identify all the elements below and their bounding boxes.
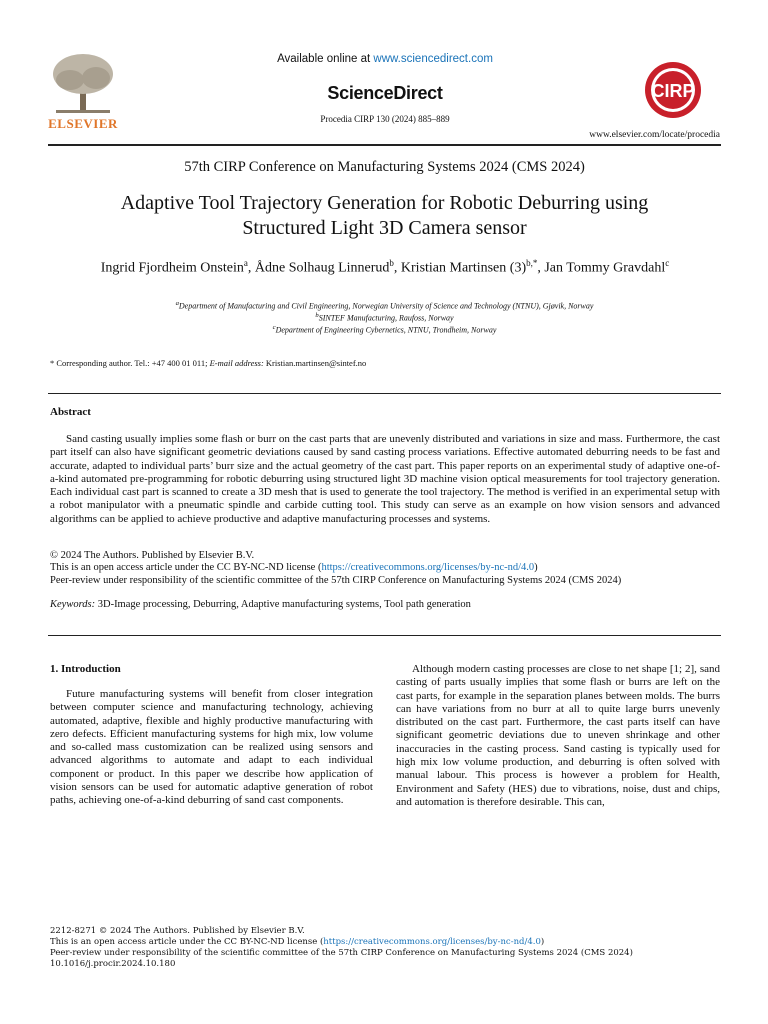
elsevier-wordmark: ELSEVIER — [48, 116, 118, 131]
journal-url[interactable]: www.elsevier.com/locate/procedia — [589, 130, 720, 140]
title-line-1: Adaptive Tool Trajectory Generation for Robotic Deburring using — [120, 192, 649, 214]
cirp-logo — [628, 60, 718, 120]
header-divider — [48, 144, 721, 146]
footer-doi[interactable]: 10.1016/j.procir.2024.10.180 — [50, 959, 176, 969]
footer-issn: 2212-8271 © 2024 The Authors. Published by Elsevier B.V. — [50, 926, 305, 936]
abstract-heading: Abstract — [50, 406, 91, 418]
author-2: , Ådne Solhaug Linnerud — [247, 260, 390, 276]
journal-citation: Procedia CIRP 130 (2024) 885–889 — [320, 114, 450, 124]
peer-review-line: Peer-review under responsibility of the scientific committee of the 57th CIRP Conference on Manufacturing Systems 2024 (CMS 2024) — [50, 575, 622, 586]
abstract-text: Sand casting usually implies some flash or burr on the cast parts that are unevenly distributed and variations in size and mass. Furthermore, the cast part itself can also have significant geometric deviations caused by sand casting process variations. Effective automated deburring needs to be fast and accurate, adapted to individual parts’ burr size and the actual geometry of the cast part. This paper reports on an experimental study of adaptive one-of-a-kind automated pre-programming for robotic deburring using structured light 3D machine vision optical measurements for tool trajectory generation. Each individual cast part is scanned to create a 3D mesh that is used to generate the tool trajectory. The method is verified in an experimental setup with a robot manipulator with a pneumatic spindle and carbide cutting tool. This study can serve as an example on how vision sensors and advanced algorithms can be applied to achieve productive and adaptive manufacturing processes and systems. — [50, 433, 720, 525]
footer-peer-review: Peer-review under responsibility of the scientific committee of the 57th CIRP Conference on Manufacturing Systems 2024 (CMS 2024) — [50, 948, 633, 958]
section-heading-introduction: 1. Introduction — [50, 663, 121, 675]
copyright-line: © 2024 The Authors. Published by Elsevier B.V. — [50, 550, 255, 561]
availability-line: Available online at www.sciencedirect.com — [277, 53, 493, 65]
author-4: , Jan Tommy Gravdahl — [537, 260, 666, 276]
sciencedirect-brand: ScienceDirect — [327, 83, 443, 103]
footer-license-link[interactable]: https://creativecommons.org/licenses/by-nc-nd/4.0 — [323, 937, 541, 947]
email-address[interactable]: Kristian.martinsen@sintef.no — [263, 358, 367, 368]
corresponding-author: * Corresponding author. Tel.: +47 400 01 011; E-mail address: Kristian.martinsen@sintef.no — [50, 358, 367, 368]
abstract-bottom-divider — [48, 635, 721, 636]
affiliation-b: $^b$SINTEF Manufacturing, Raufoss, Norway — [315, 312, 454, 323]
intro-column-1: Future manufacturing systems will benefit from closer integration between computer science and manufacturing technology, achieving automated, adaptive, flexible and highly productive manufacturing with zero defects. Efficient manufacturing systems for high mix, low volume and so-called mass customization can be realized using sensors and advanced algorithms to automate and adapt to each individual component or product. In this paper we describe how application of vision sensors can be used for automatic adaptive generation of robot paths, achieving one-of-a-kind deburring of sand cast components. — [50, 688, 373, 807]
license-line: This is an open access article under the CC BY-NC-ND license (https://creativecommons.org/licenses/by-nc-nd/4.0) — [50, 562, 538, 573]
license-link[interactable]: https://creativecommons.org/licenses/by-nc-nd/4.0 — [321, 562, 535, 573]
keywords: Keywords: 3D-Image processing, Deburring, Adaptive manufacturing systems, Tool path generation — [50, 599, 471, 610]
affiliation-a: $^a$Department of Manufacturing and Civil Engineering, Norwegian University of Science and Technology (NTNU), Gjøvik, Norway — [175, 300, 594, 311]
cirp-logo-text: CIRP — [651, 81, 695, 101]
title-line-2: Structured Light 3D Camera sensor — [242, 217, 527, 239]
affiliation-c: $^c$Department of Engineering Cybernetics, NTNU, Trondheim, Norway — [272, 324, 497, 335]
author-list: Ingrid Fjordheim Onstein$^a$, Ådne Solhaug Linnerud$^b$, Kristian Martinsen $(3)^{b,*}$, Jan Tommy Gravdahl$^c$ — [100, 258, 670, 276]
sciencedirect-link[interactable]: www.sciencedirect.com — [373, 53, 493, 65]
footer-license: This is an open access article under the CC BY-NC-ND license (https://creativecommons.org/licenses/by-nc-nd/4.0) — [50, 937, 545, 947]
author-1: Ingrid Fjordheim Onstein — [100, 260, 244, 276]
intro-column-2: Although modern casting processes are close to net shape [1; 2], sand casting of parts usually implies that some flash or burrs are left on the cast parts, for example in the separation planes between molds. The burrs can have variations from no burr at all to quite large burrs unevenly distributed on the cast part. Furthermore, the cast parts itself can have significant geometric deviations due to uneven shrinkage and other inaccuracies in the casting process. Sand casting is typically used for high mix low volume production, and deburring is often solved with manual labour. This process is however a problem for Health, Environment and Safety (HES) due to vibrations, noise, dust and chips, and automation is therefore desirable. This can, — [396, 663, 720, 808]
paper-title — [48, 191, 721, 241]
abstract-top-divider — [48, 393, 721, 394]
author-3: , Kristian Martinsen (3) — [393, 260, 527, 276]
conference-name: 57th CIRP Conference on Manufacturing Systems 2024 (CMS 2024) — [184, 159, 585, 175]
